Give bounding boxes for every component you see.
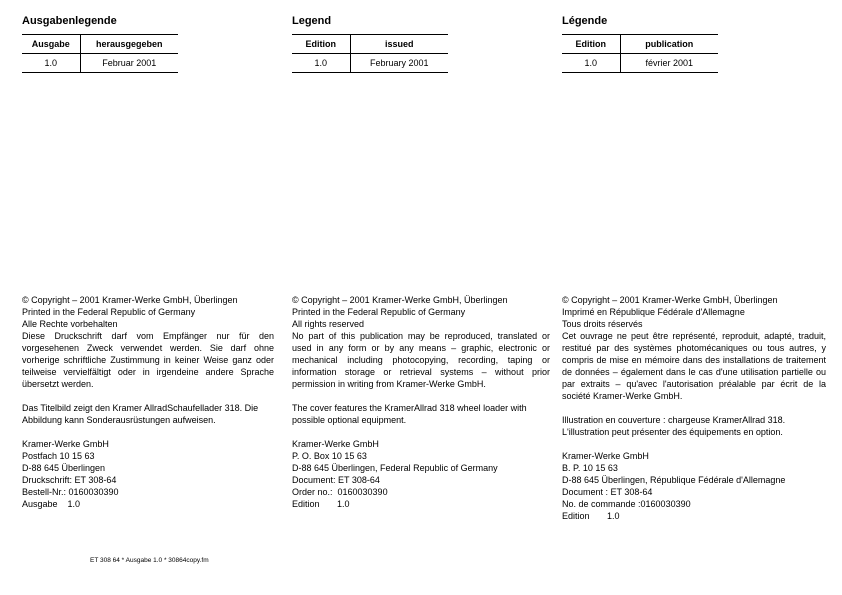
reproduction-notice: Diese Druckschrift darf vom Empfänger nur für den vorgesehenen Zweck verwendet werden. Sie darf ohne vorherige schriftliche Zustimmung in keiner Weise ganz oder teilweise vervielfältigt oder in irgendeine andere Sprache übersetzt werden. <box>22 331 274 389</box>
copyright-line: © Copyright – 2001 Kramer-Werke GmbH, Überlingen <box>562 295 778 305</box>
table-header-row <box>22 35 178 54</box>
edition-table <box>562 34 718 73</box>
table-cell: 1.0 <box>22 54 80 73</box>
copyright-block-english <box>292 294 550 510</box>
company-name: Kramer-Werke GmbH <box>562 451 649 461</box>
table-header-cell: Edition <box>292 35 350 54</box>
edition-table <box>22 34 178 73</box>
cover-note: Illustration en couverture : chargeuse KramerAllrad 318. L'illustration peut présenter des équipements en option. <box>562 415 786 437</box>
printed-line: Printed in the Federal Republic of Germany <box>22 307 196 317</box>
order-number-line: No. de commande :0160030390 <box>562 499 691 509</box>
cover-note: The cover features the KramerAllrad 318 wheel loader with possible optional equipment. <box>292 403 527 425</box>
table-row <box>292 54 448 73</box>
city-line: D-88 645 Überlingen, République Fédérale d'Allemagne <box>562 475 786 485</box>
order-number-line: Order no.: 0160030390 <box>292 487 388 497</box>
table-header-cell: Ausgabe <box>22 35 80 54</box>
document-number-line: Document : ET 308-64 <box>562 487 653 497</box>
table-cell: février 2001 <box>620 54 718 73</box>
order-number-line: Bestell-Nr.: 0160030390 <box>22 487 119 497</box>
document-number-line: Document: ET 308-64 <box>292 475 380 485</box>
edition-table <box>292 34 448 73</box>
table-header-row <box>292 35 448 54</box>
edition-line: Edition 1.0 <box>292 499 350 509</box>
edition-line: Ausgabe 1.0 <box>22 499 81 509</box>
cover-note: Das Titelbild zeigt den Kramer AllradSchaufellader 318. Die Abbildung kann Sonderausrüstungen aufweisen. <box>22 403 259 425</box>
printed-line: Printed in the Federal Republic of Germany <box>292 307 466 317</box>
table-row <box>22 54 178 73</box>
table-header-cell: herausgegeben <box>80 35 178 54</box>
legend-heading: Ausgabenlegende <box>22 15 117 27</box>
footer-text: ET 308 64 * Ausgabe 1.0 * 30864copy.fm <box>90 557 209 564</box>
table-cell: 1.0 <box>292 54 350 73</box>
reproduction-notice: No part of this publication may be reproduced, translated or used in any form or by any means – graphic, electronic or mechanical including photocopying, recording, taping or information storage or retrieval systems – without prior permission in writing from Kramer-Werke GmbH. <box>292 331 550 389</box>
company-name: Kramer-Werke GmbH <box>22 439 109 449</box>
legend-heading: Légende <box>562 15 608 27</box>
legend-section-german <box>22 15 274 73</box>
city-line: D-88 645 Überlingen <box>22 463 106 473</box>
table-cell: 1.0 <box>562 54 620 73</box>
rights-line: Alle Rechte vorbehalten <box>22 319 118 329</box>
legend-section-french <box>562 15 826 73</box>
printed-line: Imprimé en République Fédérale d'Allemagne <box>562 307 745 317</box>
po-box-line: B. P. 10 15 63 <box>562 463 618 473</box>
table-cell: February 2001 <box>350 54 448 73</box>
legend-heading: Legend <box>292 15 332 27</box>
copyright-line: © Copyright – 2001 Kramer-Werke GmbH, Überlingen <box>292 295 508 305</box>
rights-line: Tous droits réservés <box>562 319 643 329</box>
reproduction-notice: Cet ouvrage ne peut être représenté, reproduit, adapté, traduit, restitué par des systèmes photomécaniques ou tous autres, y compris de mise en mémoire dans des installations de traitement de données – également dans le cas d'une utilisation partielle ou par extraits – qu'avec l'autorisation préalable par écrit de la société Kramer-Werke GmbH. <box>562 331 826 401</box>
po-box-line: Postfach 10 15 63 <box>22 451 95 461</box>
address-block <box>562 450 826 522</box>
company-name: Kramer-Werke GmbH <box>292 439 379 449</box>
copyright-line: © Copyright – 2001 Kramer-Werke GmbH, Überlingen <box>22 295 238 305</box>
copyright-block-german <box>22 294 274 510</box>
copyright-block-french <box>562 294 826 522</box>
rights-line: All rights reserved <box>292 319 365 329</box>
legend-section-english <box>292 15 550 73</box>
document-number-line: Druckschrift: ET 308-64 <box>22 475 117 485</box>
table-cell: Februar 2001 <box>80 54 178 73</box>
city-line: D-88 645 Überlingen, Federal Republic of Germany <box>292 463 498 473</box>
po-box-line: P. O. Box 10 15 63 <box>292 451 367 461</box>
table-header-cell: Edition <box>562 35 620 54</box>
table-header-cell: issued <box>350 35 448 54</box>
table-header-row <box>562 35 718 54</box>
address-block <box>292 438 550 510</box>
table-header-cell: publication <box>620 35 718 54</box>
table-row <box>562 54 718 73</box>
edition-line: Edition 1.0 <box>562 511 620 521</box>
address-block <box>22 438 274 510</box>
